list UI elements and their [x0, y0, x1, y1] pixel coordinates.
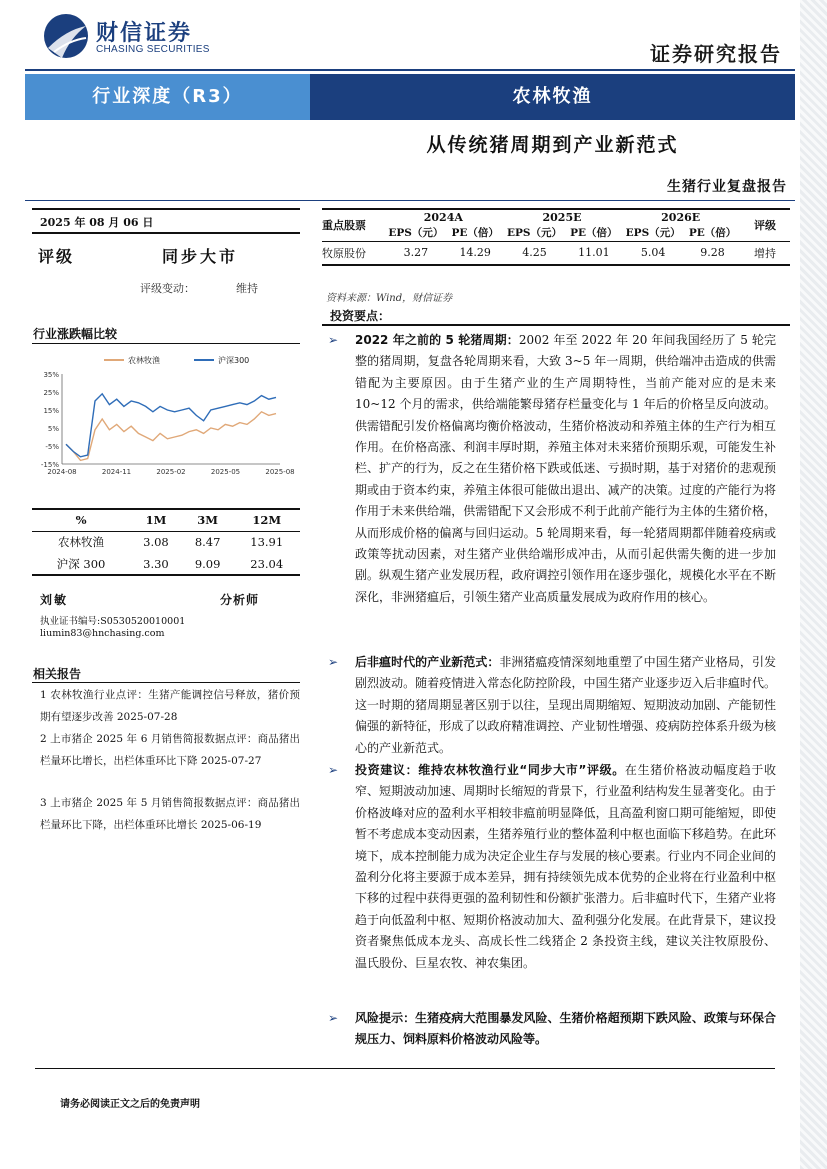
table-cell: 14.29	[448, 241, 503, 265]
stock-header: 重点股票	[322, 209, 384, 241]
chart-series-line	[66, 412, 276, 461]
forecast-table	[322, 208, 790, 266]
sidebar-rule	[32, 682, 300, 683]
table-row	[32, 553, 300, 575]
investment-point	[328, 1008, 776, 1051]
table-cell: 9.09	[182, 553, 234, 575]
table-cell: 23.04	[233, 553, 300, 575]
sidebar-rule	[32, 232, 300, 234]
chart-y-tick-label: 25%	[43, 389, 59, 397]
chart-x-tick-label: 2024-11	[101, 468, 132, 476]
table-cell: 8.47	[194, 535, 221, 550]
table-header: 3M	[182, 509, 234, 531]
arrow-bullet-icon: ➢	[328, 763, 339, 777]
year-header: 2024A	[384, 209, 503, 225]
year-header: 2026E	[621, 209, 740, 225]
analyst-cert: 执业证书编号:S0530520010001	[40, 616, 186, 627]
table-cell: 9.28	[685, 241, 740, 265]
rating-label: 评级	[38, 247, 75, 266]
table-row	[32, 531, 300, 553]
disclaimer: 请务必阅读正文之后的免责声明	[60, 1099, 200, 1110]
rating-change-value: 维持	[236, 282, 258, 295]
point-lead: 风险提示：生猪疫病大范围暴发风险、生猪价格超预期下跌风险、政策与环保合规压力、饲料原料价格波动风险等。	[355, 1011, 776, 1047]
point-lead: 后非瘟时代的产业新范式：	[355, 655, 500, 669]
investment-point	[328, 652, 776, 759]
sidebar-rule	[32, 343, 300, 344]
footer-rule	[35, 1068, 775, 1069]
metric-header: PE（倍）	[685, 225, 740, 241]
chart-x-tick-label: 2025-05	[210, 468, 241, 476]
report-date: 2025 年 08 月 06 日	[40, 216, 154, 229]
table-header: 12M	[233, 509, 300, 531]
stock-rating: 增持	[740, 241, 790, 265]
related-report-link[interactable]: 2 上市猪企 2025 年 6 月销售简报数据点评：商品猪出栏量环比增长，出栏体重环比下降 2025-07-27	[40, 733, 300, 767]
point-lead: 投资建议：维持农林牧渔行业“同步大市”评级。	[355, 763, 625, 777]
table-header: %	[32, 509, 130, 531]
arrow-bullet-icon: ➢	[328, 1011, 339, 1025]
chart-x-tick-label: 2025-02	[156, 468, 186, 476]
point-text: 在生猪价格波动幅度趋于收窄、短期波动加速、周期时长缩短的背景下，行业盈利结构发生显著变化。由于价格波峰对应的盈利水平相较非瘟前明显降低，且高盈利窗口期可能缩短，即使暂不考虑成本变动因素，生猪养殖行业的整体盈利中枢也面临下移趋势。在此环境下，成本控制能力成为决定企业生存与发展的核心要素。行业内不同企业间的盈利分化将主要源于成本差异，拥有持续领先成本优势的企业将在行业盈利中枢下移的过程中获得更强的盈利韧性和份额扩张潜力。后非瘟时代下，生猪产业将趋于向低盈利中枢、短期价格波动加大、盈利强分化发展。在此背景下，建议投资者聚焦低成本龙头、高成长性二线猪企 2 条投资主线，建议关注牧原股份、温氏股份、巨星农牧、神农集团。	[355, 763, 776, 970]
metric-header: EPS（元）	[621, 225, 685, 241]
header-rule	[25, 69, 795, 71]
report-type: 证券研究报告	[650, 42, 782, 66]
table-cell: 4.25	[503, 241, 567, 265]
investment-title: 投资要点：	[330, 309, 391, 323]
investment-point	[328, 330, 776, 608]
table-cell: 5.04	[621, 241, 685, 265]
chart-x-tick-label: 2025-08	[265, 468, 295, 476]
metric-header: PE（倍）	[448, 225, 503, 241]
arrow-bullet-icon: ➢	[328, 655, 339, 669]
chart-y-tick-label: 35%	[43, 371, 59, 379]
table-source: 资料来源：Wind，财信证券	[326, 293, 453, 304]
table-cell: 3.30	[130, 553, 182, 575]
industry-band: 农林牧渔	[310, 74, 795, 120]
point-text: 非洲猪瘟疫情深刻地重塑了中国生猪产业格局，引发剧烈波动。随着疫情进入常态化防控阶段，中国生猪产业逐步迈入后非瘟时代。这一时期的猪周期显著区别于以往，呈现出周期缩短、短期波动加剧、产能韧性偏强的新特征，形成了以政府精准调控、产业韧性增强、疫病防控体系升级为核心的产业新范式。	[355, 655, 776, 755]
related-report-link[interactable]: 3 上市猪企 2025 年 5 月销售简报数据点评：商品猪出栏量环比下降，出栏体重环比增长 2025-06-19	[40, 797, 300, 831]
investment-rule	[322, 324, 790, 326]
chart-y-tick-label: -15%	[40, 461, 59, 469]
report-category-band: 行业深度（R3）	[25, 74, 310, 120]
table-cell: 3.08	[143, 535, 169, 550]
page-title: 从传统猪周期到产业新范式	[426, 134, 679, 156]
year-header: 2025E	[503, 209, 622, 225]
point-lead: 2022 年之前的 5 轮猪周期：	[355, 333, 519, 347]
table-cell: 农林牧渔	[58, 535, 105, 550]
analyst-name: 刘敏	[40, 593, 69, 607]
section-title-performance: 行业涨跌幅比较	[33, 327, 118, 341]
chart-x-tick-label: 2024-08	[47, 468, 77, 476]
subtitle-rule	[25, 200, 795, 201]
chart-y-tick-label: -5%	[45, 443, 59, 451]
chart-legend-label: 农林牧渔	[128, 356, 160, 365]
table-cell: 13.91	[250, 535, 284, 550]
rating-header: 评级	[740, 209, 790, 241]
metric-header: PE（倍）	[566, 225, 621, 241]
chart-y-tick-label: 5%	[47, 425, 59, 433]
performance-table	[32, 508, 300, 576]
section-title-related: 相关报告	[33, 667, 82, 681]
metric-header: EPS（元）	[503, 225, 567, 241]
investment-point	[328, 760, 776, 974]
related-report-link[interactable]: 1 农林牧渔行业点评：生猪产能调控信号释放，猪价预期有望逐步改善 2025-07-28	[40, 689, 300, 723]
rating-value: 同步大市	[162, 247, 239, 266]
table-cell: 沪深 300	[32, 553, 130, 575]
table-row	[322, 241, 790, 265]
table-cell: 11.01	[566, 241, 621, 265]
performance-chart	[32, 350, 297, 490]
metric-header: EPS（元）	[384, 225, 448, 241]
stock-name: 牧原股份	[322, 241, 384, 265]
edge-decoration	[800, 0, 827, 1169]
chart-legend-label: 沪深300	[218, 356, 250, 365]
analyst-email[interactable]: liumin83@hnchasing.com	[40, 628, 165, 639]
arrow-bullet-icon: ➢	[328, 333, 339, 347]
logo-text-en: CHASING SECURITIES	[96, 44, 210, 55]
sidebar-rule	[32, 208, 300, 210]
logo-text-cn: 财信证券	[96, 21, 193, 46]
analyst-role: 分析师	[220, 593, 260, 607]
rating-change-label: 评级变动：	[140, 282, 195, 295]
chart-y-tick-label: 15%	[43, 407, 59, 415]
table-cell: 3.27	[384, 241, 448, 265]
table-header: 1M	[130, 509, 182, 531]
point-text: 2002 年至 2022 年 20 年间我国经历了 5 轮完整的猪周期，复盘各轮周期来看，大致 3~5 年一周期，供给端冲击造成的供需错配为主要原因。由于生猪产业的生产周期特性，当前产能对应的是未来 10~12 个月的需求，供给端能繁母猪存栏量变化与 1 年后的价格呈反向波动。供需错配引发价格偏离均衡价格波动，生猪价格波动和养殖主体的生产行为相互作用。在价格高涨、利润丰厚时期，养殖主体对未来猪价预期乐观，可能发生补栏、扩产的行为，反之在生猪价格下跌或低迷、亏损时期，基于对猪价的悲观预期或由于资本约束，养殖主体很可能做出退出、减产的决策。过度的产能行为将作用于未来供给端，供需错配下又会形成不利于此前产能行为主体的生猪价格，从而形成价格的偏离与回归运动。5 轮周期来看，每一轮猪周期都伴随着疫病或政策等扰动因素，对生猪产业供给端形成冲击，从而引起供需失衡的进一步加剧。纵观生猪产业发展历程，政府调控引领作用在逐步强化，规模化水平在不断深化，非洲猪瘟后，引领生猪产业高质量发展成为政府作用的核心。	[355, 333, 776, 604]
page-subtitle: 生猪行业复盘报告	[667, 179, 787, 195]
